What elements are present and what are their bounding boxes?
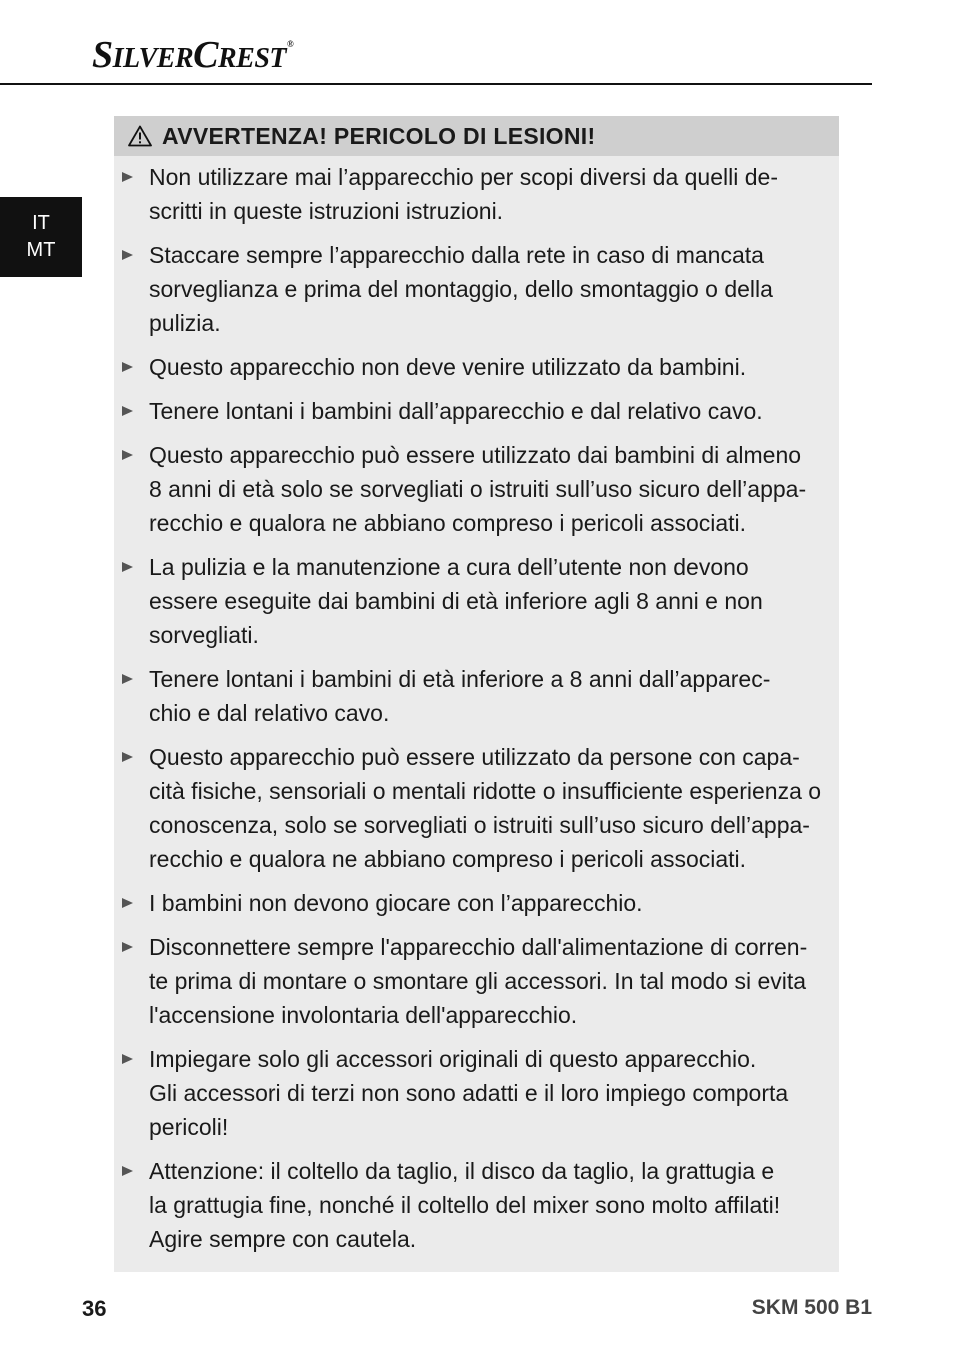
triangle-bullet-icon <box>122 238 136 272</box>
warning-item <box>149 1154 834 1256</box>
warning-item-text: Questo apparecchio può essere utilizzato da persone con capa- cità fisiche, sensoriali o mentali ridotte o insufficiente esperienza o conoscenza, solo se sorvegliati o istruiti sull’uso sicuro dell’appa- recchio e qualora ne abbiano compreso i pericoli associati. <box>149 744 822 872</box>
registered-mark: ® <box>287 39 294 49</box>
triangle-bullet-icon <box>122 550 136 584</box>
warning-item-text: Non utilizzare mai l’apparecchio per scopi diversi da quelli de- scritti in queste istruzioni istruzioni. <box>149 164 778 224</box>
warning-item-text: Tenere lontani i bambini dall’apparecchio e dal relativo cavo. <box>149 398 763 424</box>
triangle-bullet-icon <box>122 886 136 920</box>
warning-item <box>149 438 834 540</box>
page-number: 36 <box>82 1296 107 1321</box>
language-tab-line2: MT <box>26 239 56 261</box>
triangle-bullet-icon <box>122 160 136 194</box>
warning-item <box>149 550 834 652</box>
warning-item-text: Questo apparecchio può essere utilizzato dai bambini di almeno 8 anni di età solo se sorvegliati o istruiti sull’uso sicuro dell’appa- recchio e qualora ne abbiano compreso i pericoli associati. <box>149 442 807 536</box>
brand-text-rest: REST <box>218 43 287 74</box>
triangle-bullet-icon <box>122 740 136 774</box>
warning-header <box>114 116 839 156</box>
warning-item-text: Questo apparecchio non deve venire utilizzato da bambini. <box>149 354 747 380</box>
warning-item <box>149 740 834 876</box>
triangle-bullet-icon <box>122 1042 136 1076</box>
warning-box <box>114 116 839 1272</box>
warning-item-text: Disconnettere sempre l'apparecchio dall'alimentazione di corren- te prima di montare o smontare gli accessori. In tal modo si evita l'accensione involontaria dell'apparecchio. <box>149 934 808 1028</box>
warning-item <box>149 394 834 428</box>
warning-item <box>149 160 834 228</box>
warning-title: AVVERTENZA! PERICOLO DI LESIONI! <box>162 122 596 149</box>
brand-letter-c: C <box>193 34 218 76</box>
triangle-bullet-icon <box>122 394 136 428</box>
warning-item-text: Attenzione: il coltello da taglio, il disco da taglio, la grattugia e la grattugia fine, nonché il coltello del mixer sono molto affilati! Agire sempre con cautela. <box>149 1158 781 1252</box>
triangle-bullet-icon <box>122 1154 136 1188</box>
brand-logo <box>92 36 293 74</box>
warning-item <box>149 886 834 920</box>
language-tab <box>0 197 82 277</box>
header-divider <box>0 83 872 85</box>
triangle-bullet-icon <box>122 438 136 472</box>
warning-item-text: Tenere lontani i bambini di età inferiore a 8 anni dall’apparec- chio e dal relativo cavo. <box>149 666 771 726</box>
warning-item-text: Impiegare solo gli accessori originali di questo apparecchio. Gli accessori di terzi non sono adatti e il loro impiego comporta pericoli! <box>149 1046 789 1140</box>
warning-item-text: Staccare sempre l’apparecchio dalla rete in caso di mancata sorveglianza e prima del montaggio, dello smontaggio o della pulizia. <box>149 242 773 336</box>
warning-item <box>149 662 834 730</box>
warning-triangle-icon <box>128 125 152 147</box>
brand-letter-s: S <box>92 34 113 76</box>
triangle-bullet-icon <box>122 662 136 696</box>
triangle-bullet-icon <box>122 350 136 384</box>
warning-item <box>149 1042 834 1144</box>
brand-text-ilver: ILVER <box>112 43 194 74</box>
triangle-bullet-icon <box>122 930 136 964</box>
warning-item <box>149 238 834 340</box>
warning-item-text: I bambini non devono giocare con l’apparecchio. <box>149 890 643 916</box>
model-number: SKM 500 B1 <box>751 1296 872 1319</box>
warning-item <box>149 930 834 1032</box>
language-tab-line1: IT <box>32 212 50 234</box>
warning-item-text: La pulizia e la manutenzione a cura dell’utente non devono essere eseguite dai bambini di età inferiore agli 8 anni e non sorvegliati. <box>149 554 763 648</box>
warning-item <box>149 350 834 384</box>
